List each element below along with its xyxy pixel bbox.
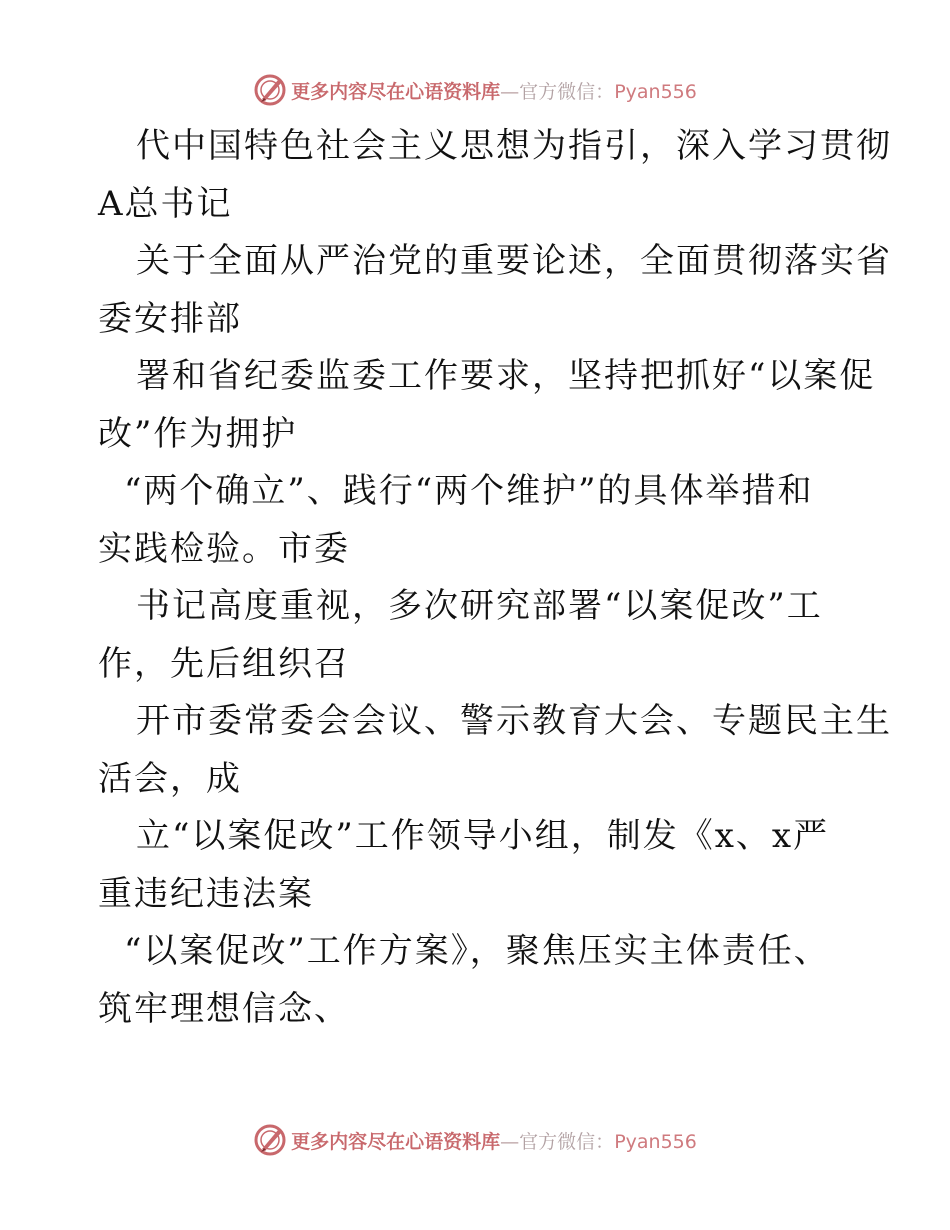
- body-line-text: “以案促改”工作方案》，聚焦压实主体责任、: [124, 931, 830, 971]
- body-line: [98, 291, 858, 349]
- body-line-text: A总书记: [98, 183, 233, 224]
- footer-banner: [0, 1120, 950, 1160]
- body-line: [98, 118, 892, 176]
- body-line: [98, 406, 858, 464]
- body-line-text: 代中国特色社会主义思想为指引，深入学习贯彻: [136, 126, 892, 166]
- banner-wechat-label: 官方微信：: [519, 80, 615, 103]
- body-line-text: 活会，成: [98, 758, 242, 799]
- body-line: [98, 751, 858, 809]
- body-line: [98, 463, 858, 521]
- banner-text-group: [291, 1127, 697, 1154]
- body-line-text: “两个确立”、践行“两个维护”的具体举措和: [124, 471, 814, 511]
- body-line: [98, 808, 858, 866]
- body-line-text: 书记高度重视，多次研究部署“以案促改”工: [136, 586, 823, 626]
- banner-text-group: [291, 77, 697, 104]
- body-line-text: 委安排部: [98, 298, 242, 339]
- document-body: [98, 118, 892, 1038]
- body-line: [98, 693, 892, 751]
- body-line: [98, 348, 876, 406]
- body-line-text: 开市委常委会会议、警示教育大会、专题民主生: [136, 701, 892, 741]
- body-line: [98, 636, 858, 694]
- body-line-text: 作，先后组织召: [98, 643, 350, 684]
- body-line: [98, 176, 858, 234]
- body-line-text: 实践检验。市委: [98, 528, 350, 569]
- banner-wechat-label: 官方微信：: [519, 1130, 615, 1153]
- body-line-text: 筑牢理想信念、: [98, 988, 350, 1029]
- body-line: [98, 981, 858, 1039]
- body-line: [98, 923, 858, 981]
- body-line-text: 关于全面从严治党的重要论述，全面贯彻落实省: [136, 241, 892, 281]
- banner-separator: —: [500, 1130, 520, 1153]
- body-line-text: 改”作为拥护: [98, 413, 298, 454]
- body-line: [98, 233, 892, 291]
- body-line-text: 立“以案促改”工作领导小组，制发《x、x严: [136, 816, 830, 856]
- banner-title: 更多内容尽在心语资料库: [291, 1130, 501, 1153]
- banner-wechat-id: Pyan556: [614, 80, 697, 103]
- header-banner: [0, 70, 950, 110]
- body-line: [98, 866, 858, 924]
- body-line-text: 署和省纪委监委工作要求，坚持把抓好“以案促: [136, 356, 876, 396]
- quill-logo-icon: [253, 1123, 287, 1157]
- banner-separator: —: [500, 80, 520, 103]
- body-line: [98, 578, 858, 636]
- banner-title: 更多内容尽在心语资料库: [291, 80, 501, 103]
- body-line-text: 重违纪违法案: [98, 873, 314, 914]
- quill-logo-icon: [253, 73, 287, 107]
- banner-wechat-id: Pyan556: [614, 1130, 697, 1153]
- body-line: [98, 521, 858, 579]
